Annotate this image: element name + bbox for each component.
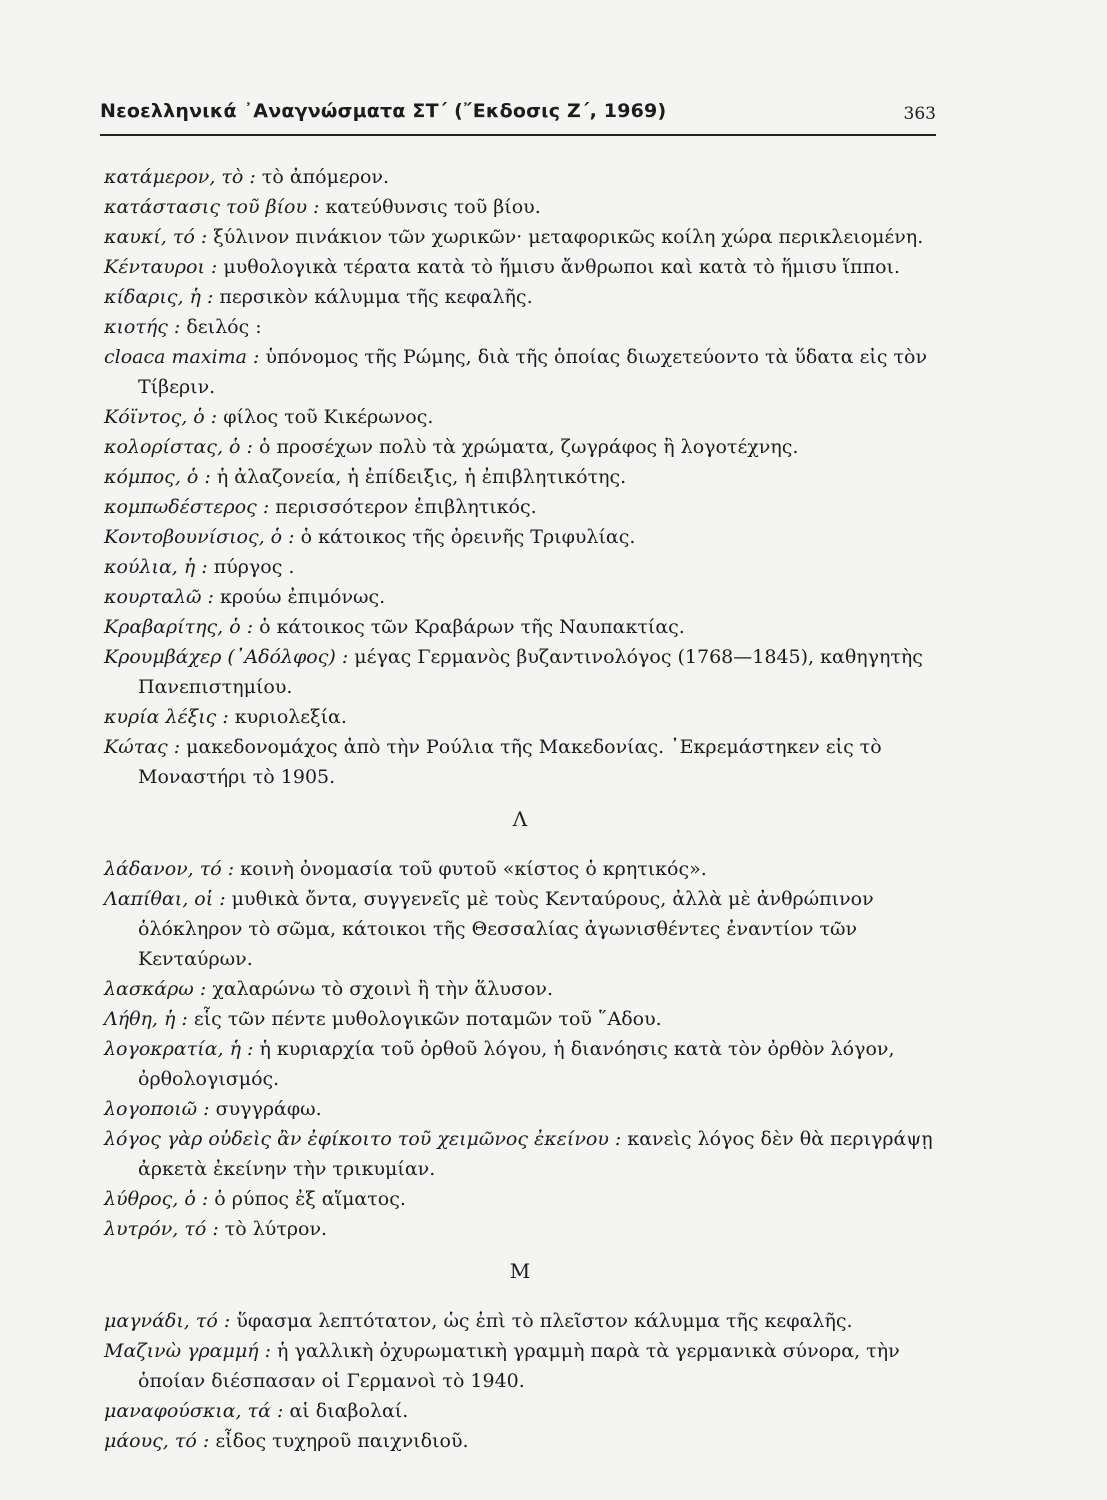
entry-term: λυτρόν, τό : [104,1218,219,1240]
glossary-entry [104,612,936,642]
entry-term: λάδανον, τό : [104,858,235,880]
glossary-entry [104,522,936,552]
entry-definition: μυθολογικὰ τέρατα κατὰ τὸ ἥμισυ ἄνθρωποι καὶ κατὰ τὸ ἥμισυ ἵπποι. [217,256,901,278]
entry-term: λόγος γὰρ οὐδεὶς ἂν ἐφίκοιτο τοῦ χειμῶνος ἐκείνου : [104,1128,622,1150]
entry-term: κιοτής : [104,316,181,338]
entry-term: Κραβαρίτης, ὁ : [104,616,254,638]
entry-term: Κώτας : [104,736,181,758]
entry-definition: φίλος τοῦ Κικέρωνος. [217,406,434,428]
entry-term: κατάστασις τοῦ βίου : [104,196,320,218]
entry-term: μαναφούσκια, τά : [104,1400,284,1422]
glossary-entry [104,884,936,974]
entry-term: λασκάρω : [104,978,207,1000]
entry-term: cloaca maxima : [104,346,260,368]
glossary-block-mu [104,1306,936,1456]
page-header [100,98,936,136]
entry-definition: δειλός : [180,316,262,338]
entry-definition: κατεύθυνσις τοῦ βίου. [319,196,541,218]
entry-term: μάους, τό : [104,1430,210,1452]
entry-term: Κοντοβουνίσιος, ὁ : [104,526,295,548]
glossary-entry [104,162,936,192]
glossary-entry [104,282,936,312]
entry-definition: χαλαρώνω τὸ σχοινὶ ἢ τὴν ἅλυσον. [206,978,553,1000]
entry-term: κούλια, ἡ : [104,556,208,578]
entry-definition: μέγας Γερμανὸς βυζαντινολόγος (1768—1845), καθηγητὴς Πανεπιστημίου. [138,646,923,698]
entry-term: λογοκρατία, ἡ : [104,1038,254,1060]
entry-definition: κυριολεξία. [228,706,347,728]
entry-definition: συγγράφω. [209,1098,322,1120]
glossary-block-lambda [104,854,936,1244]
glossary-entry [104,732,936,792]
entry-definition: ὑπόνομος τῆς Ρώμης, διὰ τῆς ὁποίας διωχετεύοντο τὰ ὕδατα εἰς τὸν Τίβεριν. [138,346,928,398]
entry-definition: μακεδονομάχος ἀπὸ τὴν Ρούλια τῆς Μακεδονίας. ᾿Εκρεμάστηκεν εἰς τὸ Μοναστήρι τὸ 1905. [138,736,882,788]
entry-definition: ὁ κάτοικος τῶν Κραβάρων τῆς Ναυπακτίας. [253,616,685,638]
entry-definition: πύργος . [207,556,295,578]
glossary-entry [104,402,936,432]
entry-definition: εἷς τῶν πέντε μυθολογικῶν ποταμῶν τοῦ ῞Αδου. [187,1008,662,1030]
entry-term: καυκί, τό : [104,226,208,248]
entry-term: κίδαρις, ἡ : [104,286,214,308]
glossary-entry [104,1214,936,1244]
entry-definition: περισσότερον ἐπιβλητικός. [269,496,537,518]
glossary-entry [104,642,936,702]
entry-term: κυρία λέξις : [104,706,229,728]
entry-term: κολορίστας, ὁ : [104,436,253,458]
glossary-entry [104,222,936,252]
entry-term: λογοποιῶ : [104,1098,210,1120]
entry-definition: κανεὶς λόγος δὲν θὰ περιγράψῃ ἀρκετὰ ἐκείνην τὴν τρικυμίαν. [138,1128,933,1180]
glossary-entry [104,1336,936,1396]
glossary-entry [104,1124,936,1184]
entry-term: Κένταυροι : [104,256,218,278]
entry-term: λύθρος, ὁ : [104,1188,209,1210]
glossary-entry [104,974,936,1004]
entry-definition: ὕφασμα λεπτότατον, ὡς ἐπὶ τὸ πλεῖστον κάλυμμα τῆς κεφαλῆς. [230,1310,853,1332]
entry-term: κουρταλῶ : [104,586,214,608]
running-title: Νεοελληνικά ᾿Αναγνώσματα ΣΤ΄ (῎Εκδοσις Ζ΄, 1969) [100,100,667,122]
section-letter-lambda: Λ [512,807,528,831]
glossary-entry [104,312,936,342]
entry-definition: μυθικὰ ὄντα, συγγενεῖς μὲ τοὺς Κενταύρους, ἀλλὰ μὲ ἀνθρώπινον ὁλόκληρον τὸ σῶμα, κάτοικοι τῆς Θεσσαλίας ἀγωνισθέντες ἐναντίον τῶν Κενταύρων. [138,888,874,970]
glossary-entry [104,492,936,522]
glossary-entry [104,462,936,492]
glossary-entry [104,1396,936,1426]
entry-definition: κρούω ἐπιμόνως. [213,586,386,608]
entry-definition: ἡ ἀλαζονεία, ἡ ἐπίδειξις, ἡ ἐπιβλητικότης. [210,466,627,488]
entry-definition: εἶδος τυχηροῦ παιχνιδιοῦ. [209,1430,469,1452]
entry-definition: τὸ ἀπόμερον. [255,166,389,188]
page-number: 363 [903,104,936,124]
entry-definition: τὸ λύτρον. [218,1218,328,1240]
entry-term: Λαπίθαι, οἱ : [104,888,226,910]
glossary-block-kappa [104,162,936,792]
entry-term: κόμπος, ὁ : [104,466,211,488]
entry-definition: ξύλινον πινάκιον τῶν χωρικῶν· μεταφορικῶς κοίλη χώρα περικλειομένη. [207,226,924,248]
glossary-entry [104,582,936,612]
entry-term: κομπωδέστερος : [104,496,270,518]
glossary-entry [104,854,936,884]
entry-term: Λήθη, ἡ : [104,1008,188,1030]
entry-term: μαγνάδι, τό : [104,1310,231,1332]
entry-term: Κόϊντος, ὁ : [104,406,218,428]
glossary-entry [104,1034,936,1094]
entry-definition: ἡ κυριαρχία τοῦ ὀρθοῦ λόγου, ἡ διανόησις κατὰ τὸν ὀρθὸν λόγον, ὀρθολογισμός. [138,1038,895,1090]
section-letter-mu: Μ [509,1259,531,1283]
glossary-entry [104,1426,936,1456]
entry-definition: κοινὴ ὀνομασία τοῦ φυτοῦ «κίστος ὁ κρητικός». [234,858,707,880]
glossary-entry [104,552,936,582]
glossary-entry [104,1004,936,1034]
entry-term: Μαζινὼ γραμμή : [104,1340,271,1362]
glossary-entry [104,1094,936,1124]
entry-term: κατάμερον, τὸ : [104,166,256,188]
entry-term: Κρουμβάχερ (᾿Αδόλφος) : [104,646,349,668]
glossary-content [104,162,936,1456]
glossary-entry [104,432,936,462]
glossary-entry [104,702,936,732]
entry-definition: ἡ γαλλικὴ ὀχυρωματικὴ γραμμὴ παρὰ τὰ γερμανικὰ σύνορα, τὴν ὁποίαν διέσπασαν οἱ Γερμανοὶ τὸ 1940. [138,1340,900,1392]
entry-definition: ὁ προσέχων πολὺ τὰ χρώματα, ζωγράφος ἢ λογοτέχνης. [252,436,799,458]
entry-definition: ὁ ρύπος ἐξ αἵματος. [208,1188,406,1210]
entry-definition: αἱ διαβολαί. [283,1400,409,1422]
entry-definition: ὁ κάτοικος τῆς ὀρεινῆς Τριφυλίας. [294,526,636,548]
glossary-entry [104,1184,936,1214]
glossary-entry [104,342,936,402]
glossary-entry [104,192,936,222]
glossary-entry [104,1306,936,1336]
glossary-entry [104,252,936,282]
entry-definition: περσικὸν κάλυμμα τῆς κεφαλῆς. [213,286,533,308]
